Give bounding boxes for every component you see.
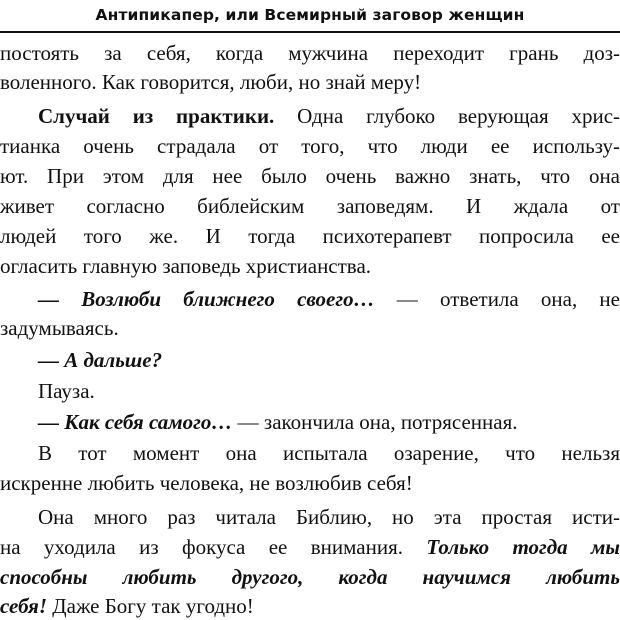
text-segment: искренне любить человека, не возлюбив себя! [0,471,413,495]
emphasis-segment: способны любить другого, когда научимся любить [0,565,620,589]
text-segment: тианка очень страдала от того, что люди ее использу- [0,134,620,158]
text-segment: воленного. Как говорится, люби, но знай меру! [0,70,422,94]
text-line [0,563,620,591]
text-line [0,314,620,342]
dialogue-emphasis: — Как себя самого… [38,410,233,434]
emphasis-segment: себя! [0,594,48,618]
text-segment: Одна глубоко верующая хрис- [274,104,620,128]
text-segment: ют. При этом для нее было очень важно знать, что она [0,164,620,188]
text-line [0,68,620,96]
case-heading: Случай из практики. [38,104,275,128]
text-line [0,252,620,280]
text-line [0,533,620,561]
text-segment: Она много раз читала Библию, но эта простая исти- [38,505,620,529]
header-rule [0,31,620,33]
text-line [0,592,620,620]
running-head: Антипикапер, или Всемирный заговор женщин [95,6,525,24]
text-segment: огласить главную заповедь христианства. [0,254,372,278]
emphasis-segment: Только тогда мы [426,535,620,559]
text-segment: — закончила она, потрясенная. [232,410,518,434]
text-line [0,408,620,436]
text-line [0,162,620,190]
text-line [0,439,620,467]
text-segment: живет согласно библейским заповедям. И ждала от [0,194,620,218]
text-line [0,132,620,160]
text-segment: на уходила из фокуса ее внимания. [0,535,427,559]
text-line [0,285,620,313]
text-segment: В тот момент она испытала озарение, что нельзя [38,441,620,465]
text-segment: людей того же. И тогда психотерапевт попросила ее [0,224,620,248]
text-line [0,346,620,374]
text-segment: — ответила она, не [374,287,620,311]
dialogue-emphasis: — Возлюби ближнего своего… [38,287,375,311]
text-segment: Пауза. [38,379,95,403]
text-line [0,503,620,531]
dialogue-emphasis: — А дальше? [38,348,163,372]
text-line [0,377,620,405]
text-segment: задумываясь. [0,316,119,340]
text-line [0,102,620,130]
text-line [0,469,620,497]
text-segment: постоять за себя, когда мужчина переходит грань доз- [0,41,620,65]
text-line [0,39,620,67]
text-line [0,192,620,220]
text-line [0,222,620,250]
text-segment: Даже Богу так угодно! [47,594,254,618]
